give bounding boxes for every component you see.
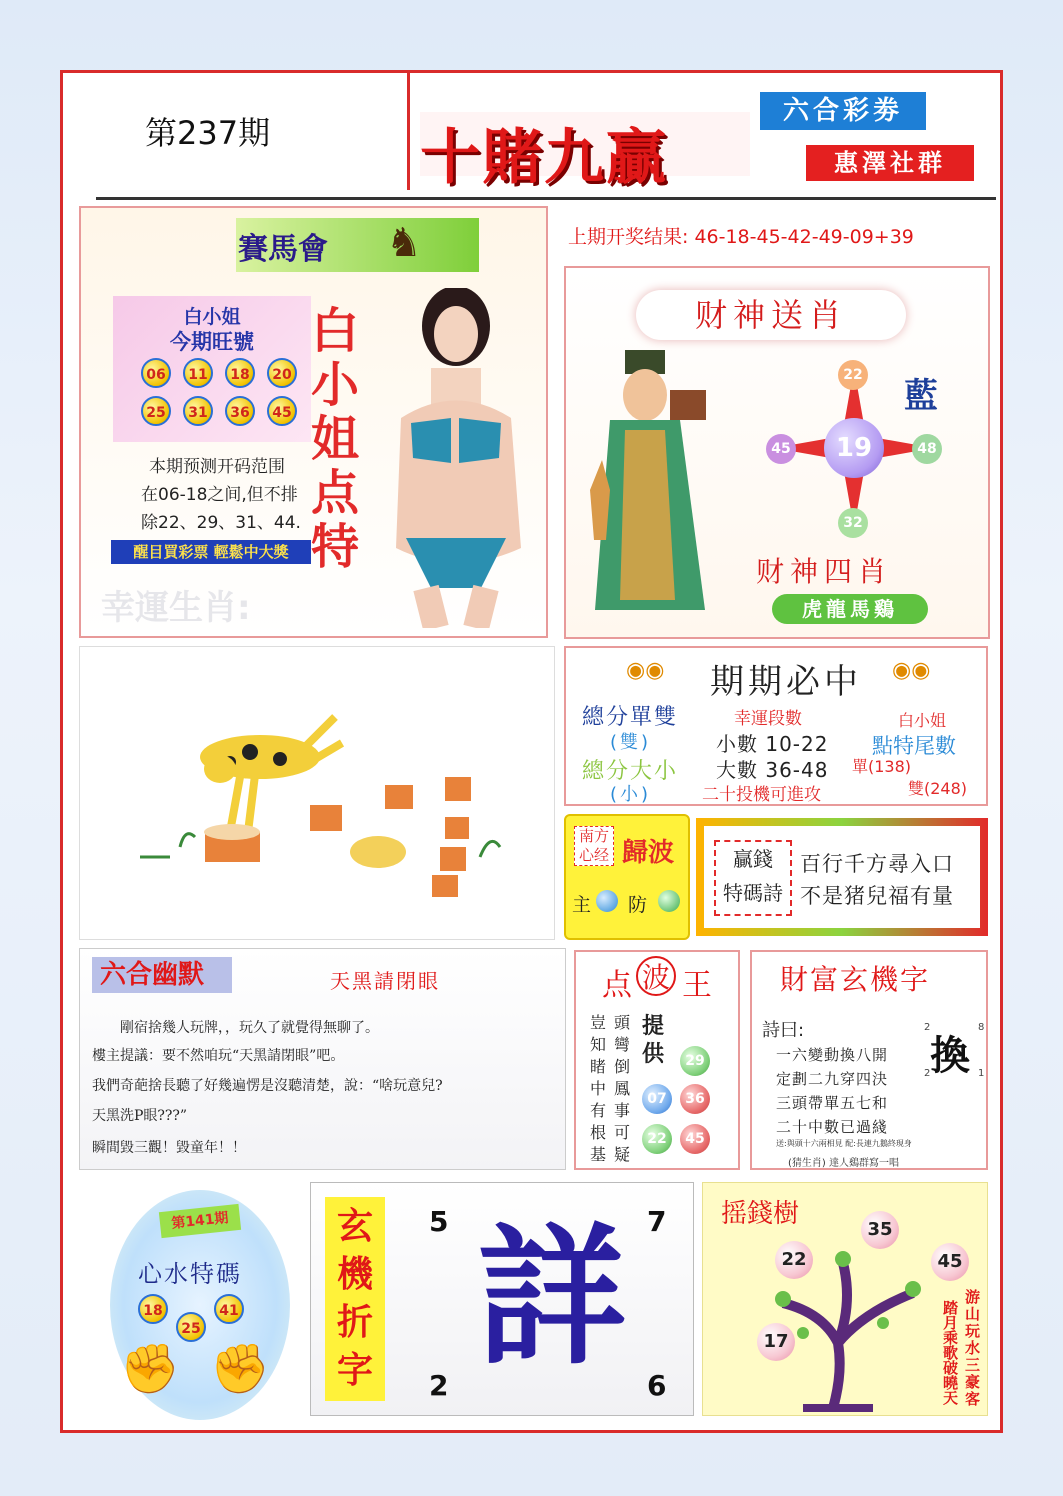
range-note-2: 在06-18之间,但不排 (141, 485, 298, 505)
chaizi-char: 詳 (477, 1211, 628, 1385)
guibo-panel (564, 814, 690, 940)
qiqi-coins-left: ◉◉ (626, 658, 665, 683)
miss-ball: 25 (141, 396, 171, 426)
poem-side (714, 840, 792, 916)
issue-box (100, 100, 400, 198)
chaizi-v1: 玄 (336, 1206, 373, 1247)
caifu-poem-label: 詩曰: (762, 1020, 805, 1041)
chaizi-v4: 字 (336, 1350, 373, 1391)
caifu-line: 一六變動換八開 (776, 1046, 889, 1064)
caifu-title: 財富玄機字 (780, 963, 931, 996)
caifu-line: 三頭帶單五七和 (776, 1094, 889, 1112)
heart-panel (110, 1190, 290, 1420)
humor-line: 瞬間毀三觀！毀童年！！ (92, 1140, 246, 1156)
last-result: 上期开奖结果: 46-18-45-42-49-09+39 (568, 226, 914, 248)
horse-banner-text: 賽馬會 (238, 232, 328, 267)
humor-subtitle: 天黑請閉眼 (330, 969, 440, 993)
miss-subtitle: 今期旺號 (170, 330, 254, 354)
tree-col1: 游山玩水三豪客 (965, 1288, 981, 1408)
miss-ball: 36 (225, 396, 255, 426)
poem-line1: 百行千方尋入口 (800, 852, 954, 876)
dianbo-ball: 22 (642, 1124, 672, 1154)
caishen-zodiacs: 虎龍馬鷄 (772, 594, 928, 624)
badge-community: 惠澤社群 (806, 145, 974, 181)
tree-ball: 22 (775, 1241, 813, 1279)
heart-ball: 25 (176, 1312, 206, 1342)
caifu-line: 二十中數已過綫 (776, 1118, 889, 1136)
caishen-four: 财神四肖 (756, 555, 893, 588)
caifu-corner: 8 (978, 1022, 985, 1033)
miss-ball: 31 (183, 396, 213, 426)
caifu-sign: (猜生肖) 達人鷄群寫一唱 (788, 1158, 899, 1169)
humor-panel (79, 948, 566, 1170)
qiqi-tail: 點特尾數 (872, 734, 956, 758)
vertical-title: 白小姐点特 (311, 303, 360, 575)
caishen-figure (580, 340, 720, 620)
tree-ball: 17 (757, 1323, 795, 1361)
blue-ball-icon (596, 890, 618, 912)
guibo-tag-2: 心经 (578, 846, 609, 864)
qiqi-l1v: (雙) (610, 732, 652, 753)
qiqi-coins-right: ◉◉ (892, 658, 931, 683)
horse-panel (79, 206, 548, 638)
chaizi-vertical (325, 1197, 385, 1401)
qiqi-small: 小數 10-22 (716, 732, 829, 756)
qiqi-big: 大數 36-48 (716, 758, 829, 782)
compass-bottom: 32 (838, 508, 868, 538)
humor-line: 樓主提議：要不然咱玩“天黑請閉眼”吧。 (92, 1048, 345, 1064)
slogan-bar: 醒目買彩票 輕鬆中大獎 (111, 540, 311, 564)
miss-ball: 06 (141, 358, 171, 388)
humor-line: 剛宿捨幾人玩牌，，玩久了就覺得無聊了。 (120, 1020, 379, 1036)
dianbo-provide: 提供 (642, 1013, 665, 1067)
caishen-panel (564, 266, 990, 639)
poem-side-1: 贏錢 (733, 847, 773, 871)
humor-line: 天黑洗P眼???” (92, 1108, 188, 1124)
guibo-defend: 防 (628, 894, 648, 916)
heart-issue-tag: 第141期 (159, 1204, 241, 1238)
dianbo-ball: 29 (680, 1046, 710, 1076)
qiqi-l2v: (小) (610, 784, 652, 805)
caifu-line: 定劃二九穿四決 (776, 1070, 889, 1088)
poem-side-2: 特碼詩 (723, 881, 783, 905)
caifu-char: 換 (930, 1032, 970, 1079)
caifu-corner: 1 (978, 1068, 985, 1079)
tree-title: 摇錢樹 (721, 1199, 800, 1229)
green-ball-icon (658, 890, 680, 912)
compass-right: 48 (912, 434, 942, 464)
caifu-note: 送:與頭十六兩相見 配:長連九鵝終現身 (776, 1139, 912, 1148)
dianbo-t3: 王 (682, 968, 712, 1003)
humor-banner: 六合幽默 (92, 957, 232, 993)
miss-ball: 20 (267, 358, 297, 388)
header-title-box (420, 82, 740, 192)
caishen-title: 财神送肖 (636, 290, 906, 340)
heart-title: 心水特碼 (138, 1260, 242, 1288)
heart-ball: 41 (214, 1294, 244, 1324)
lucky-zodiac-faded: 幸運生肖: (101, 588, 251, 628)
miss-title: 白小姐 (183, 306, 241, 328)
caifu-panel (750, 950, 988, 1170)
header-vdivider (407, 70, 410, 190)
chaizi-tl: 5 (429, 1205, 449, 1238)
dianbo-panel (574, 950, 740, 1170)
horse-icon: ♞ (386, 220, 422, 266)
model-figure (371, 288, 541, 628)
chaizi-bl: 2 (429, 1369, 449, 1402)
heart-ball: 18 (138, 1294, 168, 1324)
dianbo-t2: 波 (636, 956, 676, 996)
dianbo-col2: 頭彎倒鳳事可疑 (614, 1013, 631, 1164)
qiqi-title: 期期必中 (710, 662, 862, 702)
tree-ball: 35 (861, 1211, 899, 1249)
miss-ball: 11 (183, 358, 213, 388)
qiqi-l1: 總分單雙 (582, 705, 679, 730)
qiqi-lucky: 幸運段數 (734, 709, 802, 729)
range-note (141, 453, 301, 537)
horse-banner (236, 218, 479, 272)
chaizi-v3: 折 (336, 1302, 373, 1343)
chaizi-v2: 機 (336, 1254, 373, 1295)
caifu-corner: 2 (924, 1022, 931, 1033)
color-word: 藍 (904, 376, 938, 416)
dog-illustration (79, 646, 555, 940)
range-note-1: 本期预测开码范围 (149, 457, 285, 477)
header-divider (96, 197, 996, 200)
dianbo-col1: 豈知睹中有根基 (590, 1013, 607, 1164)
tree-ball: 45 (931, 1243, 969, 1281)
compass-left: 45 (766, 434, 796, 464)
chaizi-panel (310, 1182, 694, 1416)
miss-ball: 18 (225, 358, 255, 388)
dianbo-ball: 45 (680, 1124, 710, 1154)
tree-panel (702, 1182, 988, 1416)
compass-center: 19 (824, 418, 884, 478)
dianbo-ball: 07 (642, 1084, 672, 1114)
humor-line: 我們奇葩捨長聽了好幾遍愣是沒聽清楚，說：“啥玩意兒? (92, 1078, 443, 1094)
qiqi-miss: 白小姐 (898, 711, 947, 730)
guibo-main: 主 (572, 894, 592, 916)
poem-line2: 不是猪兒福有量 (800, 884, 954, 908)
qiqi-double: 雙(248) (908, 779, 968, 798)
miss-ball: 45 (267, 396, 297, 426)
guibo-title: 歸波 (622, 838, 675, 868)
caifu-corner: 2 (924, 1068, 931, 1079)
page-title: 十賭九贏 (420, 123, 668, 193)
guibo-tag (574, 826, 614, 866)
dianbo-t1: 点 (602, 968, 632, 1003)
tree-col2: 踏月乘歌破曉天 (943, 1299, 959, 1407)
chaizi-tr: 7 (647, 1205, 667, 1238)
guibo-tag-1: 南方 (578, 827, 609, 845)
range-note-3: 除22、29、31、44. (141, 513, 301, 533)
compass-top: 22 (838, 360, 868, 390)
boxing-glove-icon: ✊ (120, 1341, 180, 1397)
badge-lottery: 六合彩劵 (760, 92, 926, 130)
miss-box (113, 296, 311, 442)
boxing-glove-icon: ✊ (210, 1341, 270, 1397)
qiqi-l2: 總分大小 (582, 759, 679, 784)
dianbo-ball: 36 (680, 1084, 710, 1114)
qiqi-panel (564, 646, 988, 806)
poem-panel (696, 818, 988, 936)
chaizi-br: 6 (647, 1369, 667, 1402)
issue-number: 第237期 (145, 114, 271, 152)
qiqi-single: 單(138) (852, 757, 912, 776)
qiqi-machine: 二十投機可進攻 (702, 785, 821, 805)
